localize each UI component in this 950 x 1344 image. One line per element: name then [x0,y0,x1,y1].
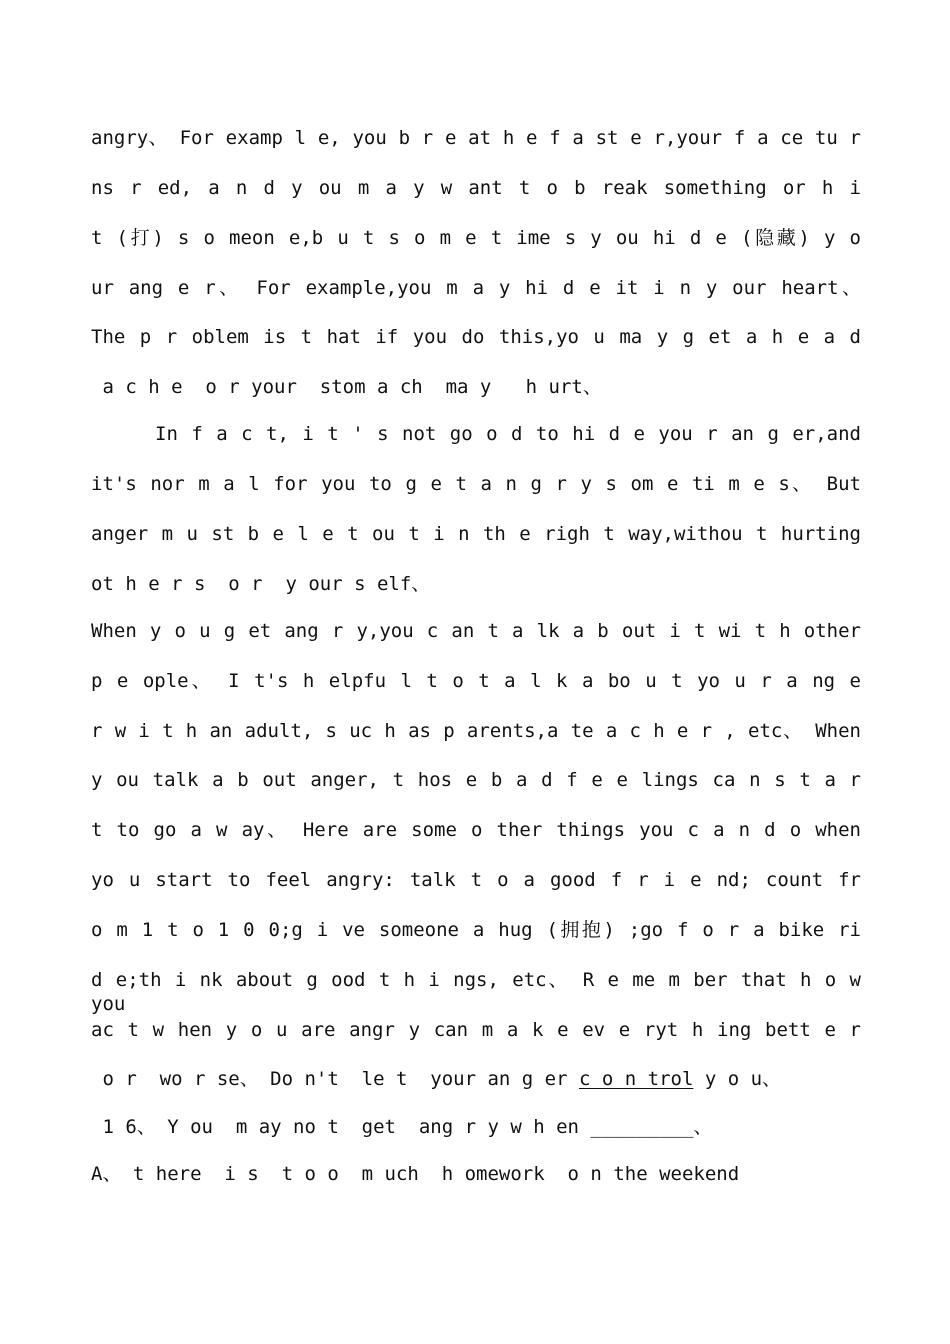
passage-line: o m 1 t o 1 0 0;g i ve someone a hug (拥抱) ;go f o r a bike ri [91,919,861,941]
passage-line: When y o u g et ang r y,you c an t a lk a b out i t wi t h other [91,620,861,642]
passage-line: ur ang e r、 For example,you m a y hi d e it i n y our heart、 [91,277,861,299]
passage-line: ac t w hen y o u are angr y can m a k e ev e ryt h ing bett e r [91,1019,861,1041]
passage-line: ot h e r s o r y our s elf、 [91,573,431,595]
question-stem: 1 6、 Y ou m ay no t get ang r y w h en _________、 [91,1116,713,1138]
underlined-word: c o n trol [579,1068,694,1090]
passage-line: The p r oblem is t hat if you do this,yo u ma y g et a h e a d [91,326,861,348]
passage-text: y o u、 [693,1068,782,1090]
passage-line: p e ople、 I t's h elpfu l t o t a l k a bo u t yo u r a ng e [91,670,861,692]
passage-line-with-underline [91,1067,861,1093]
passage-line: y ou talk a b out anger, t hos e b a d f e e lings ca n s t a r [91,769,861,791]
passage-line: it's nor m a l for you to g e t a n g r y s om e ti m e s、 But [91,473,861,495]
passage-line: In f a c t, i t ' s not go o d to hi d e you r an g er,and [155,423,861,445]
passage-line: ns r ed, a n d y ou m a y w ant t o b reak something or h i [91,177,861,199]
passage-line: d e;th i nk about g ood t h i ngs, etc、 R e me m ber that h o w you [91,969,861,1015]
passage-line: t to go a w ay、 Here are some o ther things you c a n d o when [91,819,861,841]
passage-line: t (打) s o meon e,b u t s o m e t ime s y ou hi d e (隐藏) y o [91,227,861,249]
passage-text: o r wo r se、 Do n't le t your an g er [91,1068,579,1090]
passage-line: r w i t h an adult, s uc h as p arents,a te a c h e r , etc、 When [91,720,861,742]
option-a: A、 t here i s t o o m uch h omework o n the weekend [91,1163,740,1185]
passage-line: angry、 For examp l e, you b r e at h e f a st e r,your f a ce tu r [91,127,861,149]
passage-line: a c h e o r your stom a ch ma y h urt、 [91,376,602,398]
passage-line: yo u start to feel angry: talk t o a good f r i e nd; count fr [91,869,861,891]
passage-line: anger m u st b e l e t ou t i n th e righ t way,withou t hurting [91,523,861,545]
